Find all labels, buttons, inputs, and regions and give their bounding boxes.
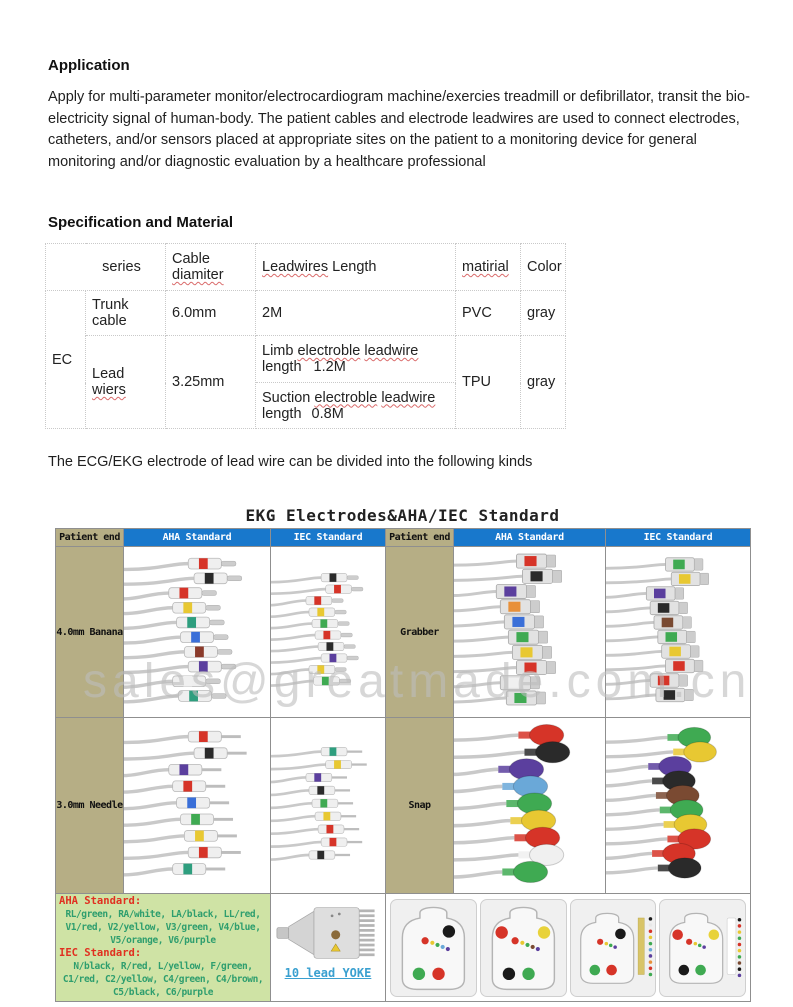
grabber-aha-image <box>454 547 605 717</box>
iec-legend-line: C5/black, C6/purple <box>112 987 214 999</box>
spec-cell-lead-material: TPU <box>456 336 521 429</box>
ekg-figure-title: EKG Electrodes&AHA/IEC Standard <box>245 506 560 525</box>
ekg-header-patient-end-left: Patient end <box>56 529 124 547</box>
needle-aha-image <box>124 723 270 888</box>
spec-cell-series-ec: EC <box>46 291 86 429</box>
spec-header-material: matirial <box>456 244 521 291</box>
spec-header-cable-diameter: Cable diamiter <box>166 244 256 291</box>
torso-diagram-aha-1 <box>390 899 477 997</box>
spec-cell-trunk-material: PVC <box>456 291 521 336</box>
yoke-cell <box>271 894 386 1002</box>
ekg-header-patient-end-right: Patient end <box>386 529 454 547</box>
spec-cell-trunk-cable: Trunk cable <box>86 291 166 336</box>
iec-legend-line: C1/red, C2/yellow, C4/green, C4/brown, <box>62 974 264 986</box>
snap-iec-image <box>606 724 750 886</box>
spec-header-series: series <box>46 244 166 291</box>
snap-aha-image <box>454 721 605 891</box>
application-heading: Application <box>48 57 130 74</box>
placement-diagrams-cell <box>386 894 751 1002</box>
ekg-header-iec-right: IEC Standard <box>606 529 751 547</box>
yoke-caption: 10 lead YOKE <box>284 966 372 981</box>
ekg-table <box>55 528 751 1002</box>
banana-iec-image <box>271 567 385 697</box>
banana-aha-image <box>124 550 270 715</box>
spec-header-color: Color <box>521 244 566 291</box>
application-paragraph: Apply for multi-parameter monitor/electrocardiogram machine/exercies treadmill or defibrillator, transit the bio-electricity signal of human-body. The patient cables and electrode leadwires are used to connect electrodes, catheters, and/or sensors placed at appropriate sites on the patient to a monitoring device for general monitoring and/or diagnostic evaluation by a healthcare professional <box>48 89 750 170</box>
watermark: sales@greatmade.com.cn <box>83 655 752 708</box>
ekg-row-label-banana: 4.0mm Banana <box>56 547 124 718</box>
spec-table <box>45 243 566 429</box>
ekg-row-label-snap: Snap <box>386 718 454 894</box>
grabber-iec-image <box>606 551 750 713</box>
iec-legend-title: IEC Standard: <box>59 947 142 960</box>
iec-legend-line: N/black, R/red, L/yellow, F/green, <box>73 961 253 973</box>
spec-cell-trunk-diameter: 6.0mm <box>166 291 256 336</box>
spec-header-leadwires-length: Leadwires Length <box>256 244 456 291</box>
spec-cell-lead-diameter: 3.25mm <box>166 336 256 429</box>
ekg-header-iec-left: IEC Standard <box>271 529 386 547</box>
ekg-figure <box>55 506 752 999</box>
spec-cell-trunk-length: 2M <box>256 291 456 336</box>
spec-cell-lead-color: gray <box>521 336 566 429</box>
kinds-sentence: The ECG/EKG electrode of lead wire can be divided into the following kinds <box>48 454 533 470</box>
spec-cell-limb-leadwire-length: Limb electroble leadwire length 1.2M <box>256 336 456 383</box>
ekg-row-label-needle: 3.0mm Needle <box>56 718 124 894</box>
yoke-image <box>276 900 380 966</box>
aha-legend-title: AHA Standard: <box>59 895 142 908</box>
torso-diagram-iec-2 <box>659 899 746 997</box>
ekg-row-label-grabber: Grabber <box>386 547 454 718</box>
spec-cell-suction-leadwire-length: Suction electroble leadwire length 0.8M <box>256 383 456 429</box>
color-code-legend <box>56 894 271 1002</box>
aha-legend-line: V5/orange, V6/purple <box>110 935 216 947</box>
spec-cell-trunk-color: gray <box>521 291 566 336</box>
needle-iec-image <box>271 741 385 871</box>
ekg-header-aha-left: AHA Standard <box>124 529 271 547</box>
spec-heading: Specification and Material <box>48 214 234 231</box>
aha-legend-line: RL/green, RA/white, LA/black, LL/red, <box>65 909 261 921</box>
torso-diagram-aha-2 <box>570 899 657 997</box>
aha-legend-line: V1/red, V2/yellow, V3/green, V4/blue, <box>65 922 261 934</box>
ekg-header-aha-right: AHA Standard <box>454 529 606 547</box>
torso-diagram-iec-1 <box>480 899 567 997</box>
spec-cell-lead-wires: Lead wiers <box>86 336 166 429</box>
